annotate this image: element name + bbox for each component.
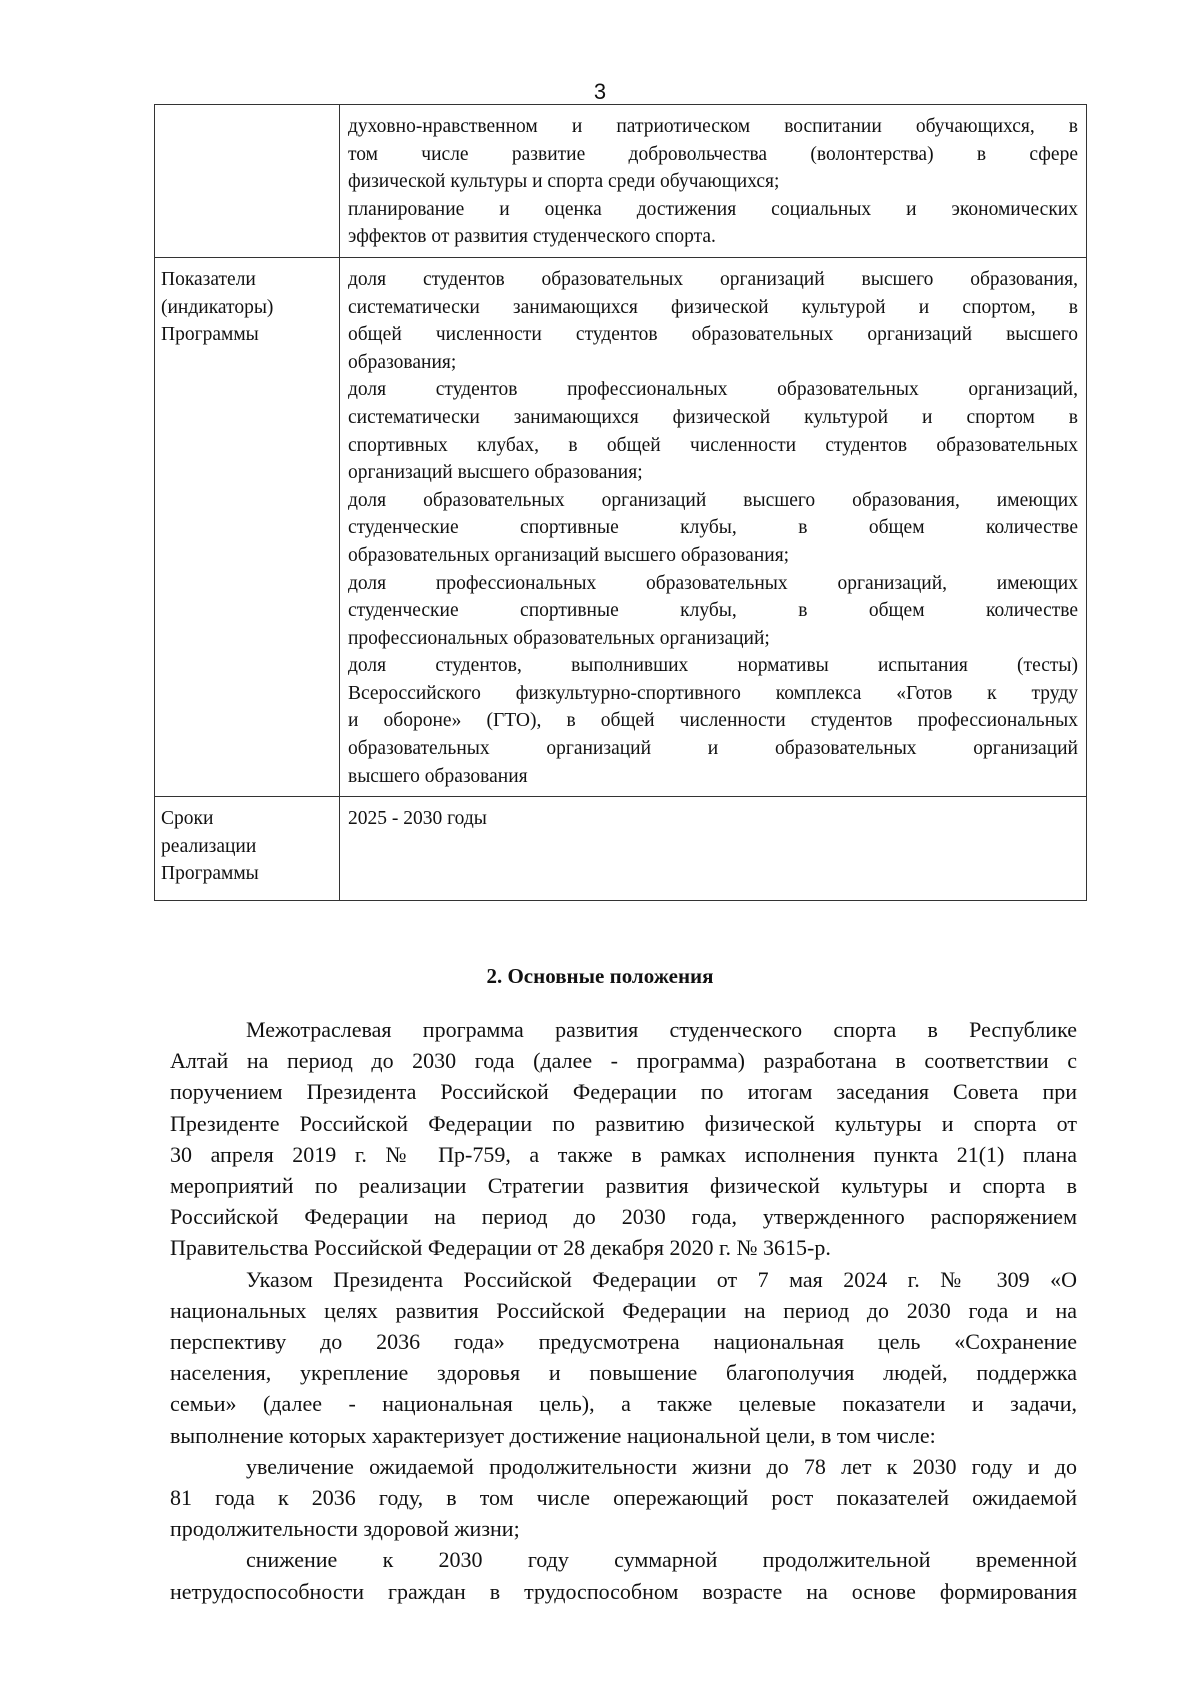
row-content	[340, 797, 1087, 901]
body-line: мероприятий по реализации Стратегии развития физической культуры и спорта в	[170, 1173, 1077, 1199]
cell-line: профессиональных образовательных организаций;	[348, 627, 770, 649]
row-label-line: Программы	[161, 324, 259, 346]
body-text	[170, 1014, 1077, 1607]
body-line: Алтай на период до 2030 года (далее - программа) разработана в соответствии с	[170, 1048, 1077, 1074]
cell-line: общей численности студентов образовательных организаций высшего	[348, 324, 1078, 346]
body-line: 30 апреля 2019 г. № Пр-759, а также в рамках исполнения пункта 21(1) плана	[170, 1141, 1077, 1167]
row-label-line: (индикаторы)	[161, 296, 274, 318]
body-line: Указом Президента Российской Федерации от 7 мая 2024 г. № 309 «О	[246, 1266, 1077, 1292]
cell-line: доля образовательных организаций высшего образования, имеющих	[348, 489, 1078, 511]
cell-line: физической культуры и спорта среди обучающихся;	[348, 171, 780, 193]
body-line: выполнение которых характеризует достижение национальной цели, в том числе:	[170, 1422, 936, 1448]
row-label-line: Программы	[161, 863, 259, 885]
cell-line: том числе развитие добровольчества (волонтерства) в сфере	[348, 143, 1078, 165]
cell-line: доля студентов профессиональных образовательных организаций,	[348, 379, 1078, 401]
body-line: перспективу до 2036 года» предусмотрена национальная цель «Сохранение	[170, 1329, 1077, 1355]
cell-line: систематически занимающихся физической культурой и спортом в	[348, 406, 1078, 428]
row-label	[155, 797, 340, 901]
body-line: нетрудоспособности граждан в трудоспособном возрасте на основе формирования	[170, 1578, 1077, 1604]
cell-line: систематически занимающихся физической культурой и спортом, в	[348, 296, 1078, 318]
cell-line: образовательных организаций и образовательных организаций	[348, 738, 1078, 760]
page-number: 3	[593, 79, 607, 104]
body-line: Президенте Российской Федерации по развитию физической культуры и спорта от	[170, 1110, 1077, 1136]
cell-line: образования;	[348, 351, 457, 373]
cell-line: студенческие спортивные клубы, в общем количестве	[348, 517, 1078, 539]
body-line: семьи» (далее - национальная цель), а также целевые показатели и задачи,	[170, 1391, 1077, 1417]
table-row	[155, 797, 1087, 901]
cell-line: эффектов от развития студенческого спорта.	[348, 226, 716, 248]
cell-line: доля студентов образовательных организаций высшего образования,	[348, 268, 1078, 290]
row-label	[155, 257, 340, 796]
body-line: Российской Федерации на период до 2030 года, утвержденного распоряжением	[170, 1204, 1077, 1230]
cell-line: организаций высшего образования;	[348, 462, 643, 484]
cell-line: доля студентов, выполнивших нормативы испытания (тесты)	[348, 655, 1078, 677]
row-content	[340, 257, 1087, 796]
row-label-line: Сроки	[161, 808, 214, 830]
row-label-empty	[155, 105, 340, 258]
cell-line: высшего образования	[348, 765, 528, 787]
body-line: 81 года к 2036 году, в том числе опережающий рост показателей ожидаемой	[170, 1485, 1077, 1511]
body-line: Правительства Российской Федерации от 28 декабря 2020 г. № 3615-р.	[170, 1235, 831, 1261]
body-line: снижение к 2030 году суммарной продолжительной временной	[246, 1547, 1077, 1573]
cell-line: образовательных организаций высшего образования;	[348, 544, 790, 566]
table-row	[155, 105, 1087, 258]
body-line: национальных целях развития Российской Федерации на период до 2030 года и на	[170, 1297, 1077, 1323]
cell-line: планирование и оценка достижения социальных и экономических	[348, 198, 1078, 220]
cell-line: и обороне» (ГТО), в общей численности студентов профессиональных	[348, 710, 1078, 732]
body-line: увеличение ожидаемой продолжительности жизни до 78 лет к 2030 году и до	[246, 1453, 1077, 1479]
body-line: продолжительности здоровой жизни;	[170, 1516, 520, 1542]
cell-line: спортивных клубах, в общей численности студентов образовательных	[348, 434, 1078, 456]
cell-line: 2025 - 2030 годы	[348, 808, 487, 830]
section-title: 2. Основные положения	[486, 964, 714, 988]
body-line: населения, укрепление здоровья и повышение благополучия людей, поддержка	[170, 1360, 1077, 1386]
row-content	[340, 105, 1087, 258]
cell-line: духовно-нравственном и патриотическом воспитании обучающихся, в	[348, 116, 1078, 137]
cell-line: доля профессиональных образовательных организаций, имеющих	[348, 572, 1078, 594]
body-line: Межотраслевая программа развития студенческого спорта в Республике	[246, 1017, 1077, 1042]
cell-line: Всероссийского физкультурно-спортивного комплекса «Готов к труду	[348, 682, 1078, 704]
row-label-line: Показатели	[161, 268, 256, 290]
table-row	[155, 257, 1087, 796]
row-label-line: реализации	[161, 835, 257, 857]
program-passport-table	[154, 104, 1087, 901]
cell-line: студенческие спортивные клубы, в общем количестве	[348, 600, 1078, 622]
body-line: поручением Президента Российской Федерации по итогам заседания Совета при	[170, 1079, 1077, 1105]
